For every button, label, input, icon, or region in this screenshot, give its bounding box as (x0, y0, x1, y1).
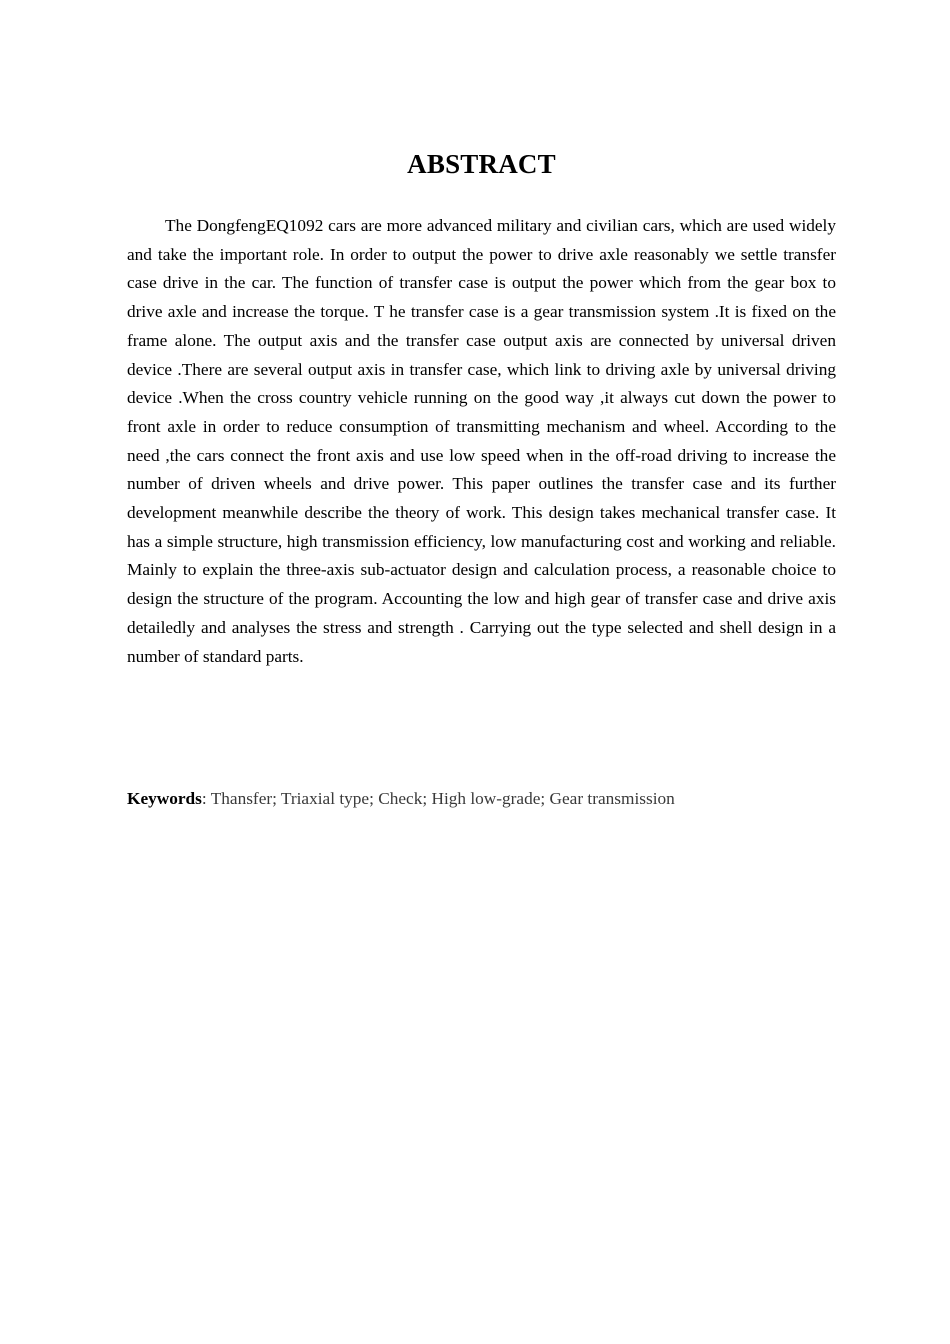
keywords-separator: : (201, 789, 211, 808)
keywords-line (127, 785, 836, 813)
page-title: ABSTRACT (407, 149, 556, 179)
keywords-label: Keywords (127, 789, 202, 808)
keywords-values: Thansfer; Triaxial type; Check; High low-grade; Gear transmission (210, 789, 675, 808)
abstract-paragraph: The DongfengEQ1092 cars are more advanced military and civilian cars, which are used widely and take the important role. In order to output the power to drive axle reasonably we settle transfer case drive in the car. The function of transfer case is output the power which from the gear box to drive axle and increase the torque. T he transfer case is a gear transmission system .It is fixed on the frame alone. The output axis and the transfer case output axis are connected by universal driven device .There are several output axis in transfer case, which link to driving axle by universal driving device .When the cross country vehicle running on the good way ,it always cut down the power to front axle in order to reduce consumption of transmitting mechanism and wheel. According to the need ,the cars connect the front axis and use low speed when in the off-road driving to increase the number of driven wheels and drive power. This paper outlines the transfer case and its further development meanwhile describe the theory of work. This design takes mechanical transfer case. It has a simple structure, high transmission efficiency, low manufacturing cost and working and reliable. Mainly to explain the three-axis sub-actuator design and calculation process, a reasonable choice to design the structure of the program. Accounting the low and high gear of transfer case and drive axis detailedly and analyses the stress and strength . Carrying out the type selected and shell design in a number of standard parts. (127, 216, 836, 666)
